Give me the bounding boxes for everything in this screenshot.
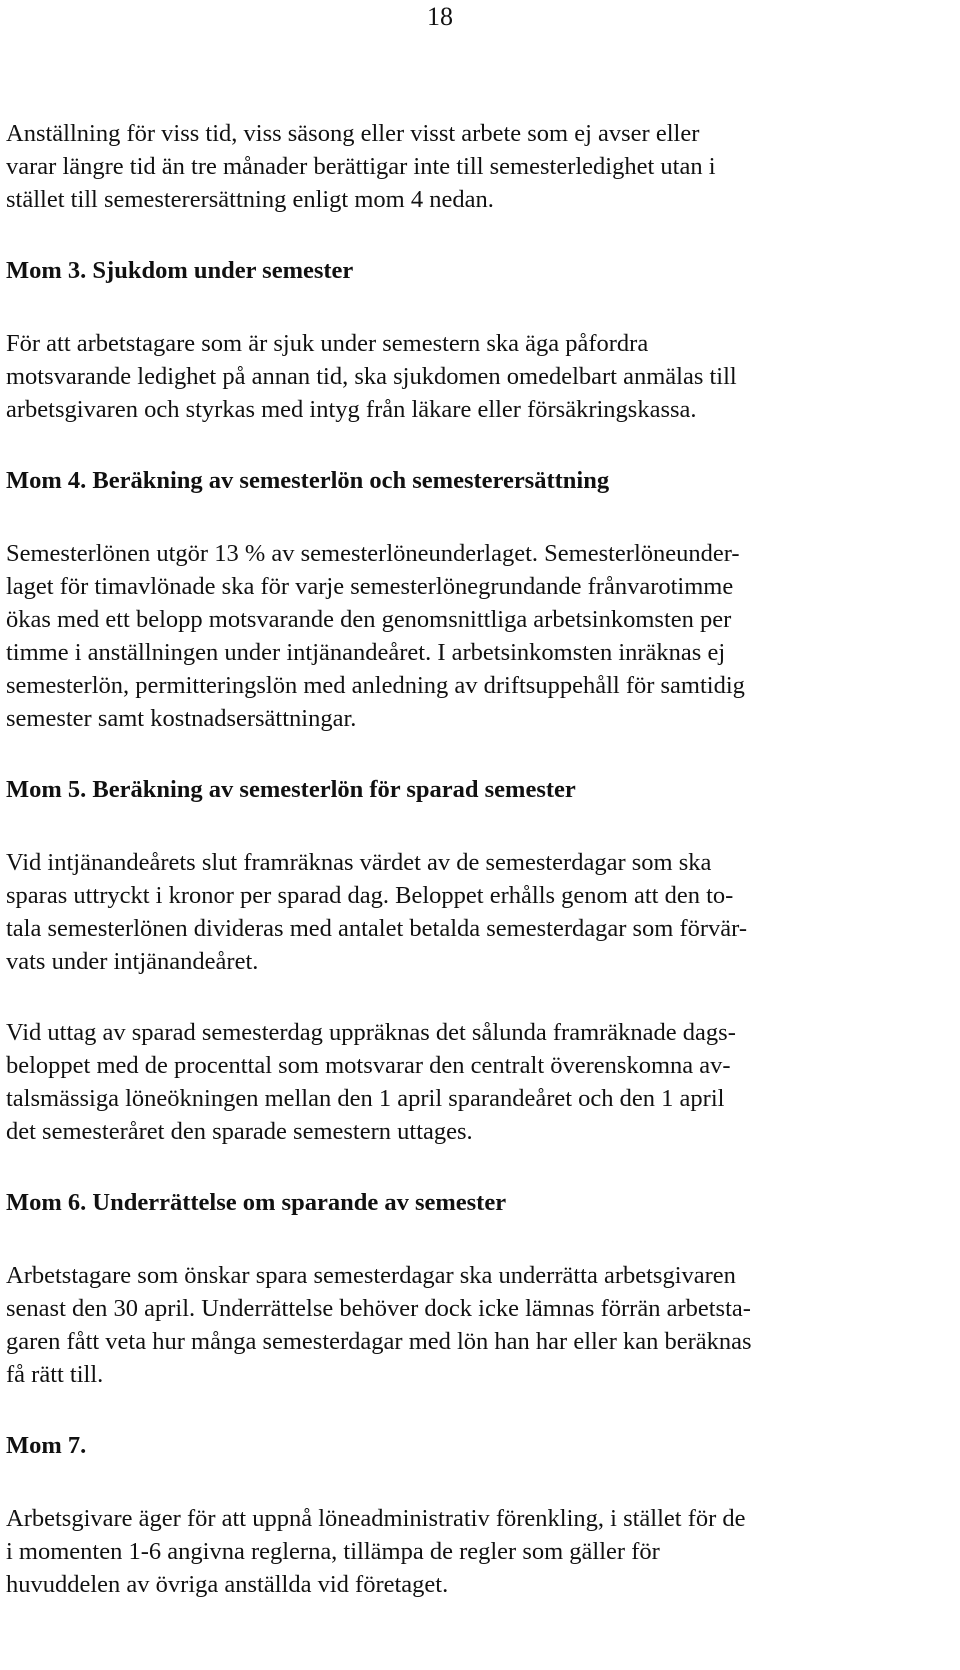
text-line: senast den 30 april. Underrättelse behöver dock icke lämnas förrän arbetsta- <box>6 1295 751 1322</box>
text-line: få rätt till. <box>6 1361 104 1388</box>
section-heading-mom-6: Mom 6. Underrättelse om sparande av semester <box>6 1189 507 1216</box>
mom-3-paragraph <box>6 327 901 426</box>
text-line: Vid intjänandeårets slut framräknas värdet av de semesterdagar som ska <box>6 849 712 876</box>
mom-5-paragraph-2 <box>6 1016 901 1148</box>
text-line: Semesterlönen utgör 13 % av semesterlöneunderlaget. Semesterlöneunder- <box>6 540 740 567</box>
text-line: motsvarande ledighet på annan tid, ska sjukdomen omedelbart anmälas till <box>6 363 737 390</box>
mom-7-paragraph <box>6 1502 901 1601</box>
section-heading-mom-3: Mom 3. Sjukdom under semester <box>6 257 354 284</box>
text-line: tala semesterlönen divideras med antalet betalda semesterdagar som förvär- <box>6 915 748 942</box>
text-line: talsmässiga löneökningen mellan den 1 april sparandeåret och den 1 april <box>6 1085 725 1112</box>
document-body <box>6 117 901 1601</box>
text-line: Vid uttag av sparad semesterdag uppräknas det sålunda framräknade dags- <box>6 1019 736 1046</box>
text-line: det semesteråret den sparade semestern uttages. <box>6 1118 473 1145</box>
text-line: timme i anställningen under intjänandeåret. I arbetsinkomsten inräknas ej <box>6 639 726 666</box>
mom-5-paragraph-1 <box>6 846 901 978</box>
text-line: laget för timavlönade ska för varje semesterlönegrundande frånvarotimme <box>6 573 734 600</box>
text-line: semester samt kostnadsersättningar. <box>6 705 357 732</box>
text-line: Arbetstagare som önskar spara semesterdagar ska underrätta arbetsgivaren <box>6 1262 736 1289</box>
text-line: vats under intjänandeåret. <box>6 948 259 975</box>
text-line: stället till semesterersättning enligt mom 4 nedan. <box>6 186 494 213</box>
text-line: semesterlön, permitteringslön med anledning av driftsuppehåll för samtidig <box>6 672 745 699</box>
text-line: sparas uttryckt i kronor per sparad dag. Beloppet erhålls genom att den to- <box>6 882 734 909</box>
page-number: 18 <box>427 2 453 31</box>
intro-paragraph <box>6 117 901 216</box>
text-line: varar längre tid än tre månader berättigar inte till semesterledighet utan i <box>6 153 716 180</box>
text-line: beloppet med de procenttal som motsvarar den centralt överenskomna av- <box>6 1052 731 1079</box>
text-line: Arbetsgivare äger för att uppnå löneadministrativ förenkling, i stället för de <box>6 1505 746 1532</box>
text-line: huvuddelen av övriga anställda vid företaget. <box>6 1571 449 1598</box>
text-line: Anställning för viss tid, viss säsong eller visst arbete som ej avser eller <box>6 120 700 147</box>
section-heading-mom-4: Mom 4. Beräkning av semesterlön och semesterersättning <box>6 467 610 494</box>
text-line: arbetsgivaren och styrkas med intyg från läkare eller försäkringskassa. <box>6 396 697 423</box>
mom-4-paragraph <box>6 537 901 735</box>
section-heading-mom-5: Mom 5. Beräkning av semesterlön för sparad semester <box>6 776 576 803</box>
text-line: För att arbetstagare som är sjuk under semestern ska äga påfordra <box>6 330 649 357</box>
text-line: ökas med ett belopp motsvarande den genomsnittliga arbetsinkomsten per <box>6 606 732 633</box>
text-line: i momenten 1-6 angivna reglerna, tillämpa de regler som gäller för <box>6 1538 660 1565</box>
mom-6-paragraph <box>6 1259 901 1391</box>
text-line: garen fått veta hur många semesterdagar med lön han har eller kan beräknas <box>6 1328 752 1355</box>
section-heading-mom-7: Mom 7. <box>6 1432 87 1459</box>
